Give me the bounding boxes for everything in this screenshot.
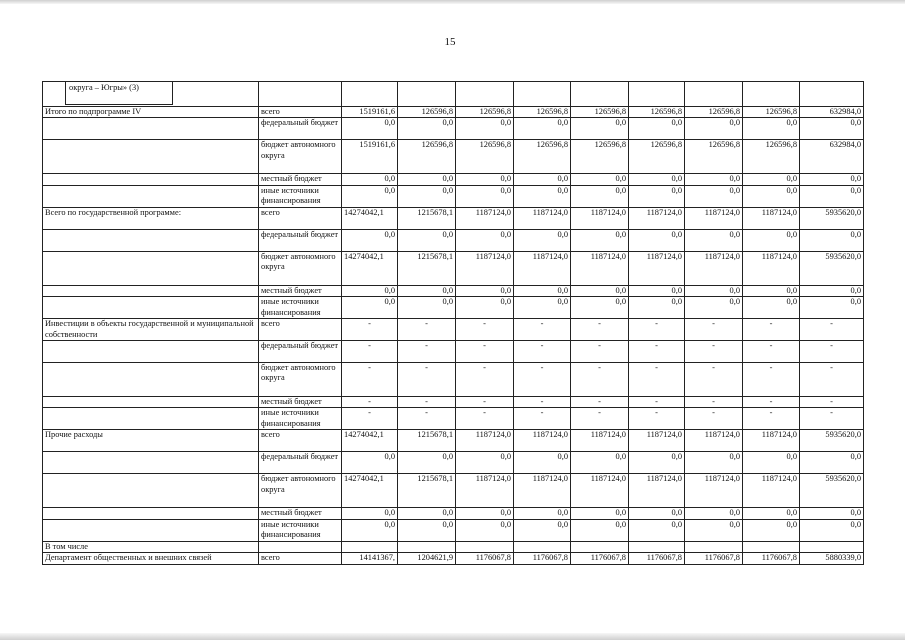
value-cell (743, 541, 800, 552)
row-label (43, 251, 259, 285)
value-cell: 0,0 (800, 519, 864, 541)
value-cell: 0,0 (398, 118, 456, 140)
value-cell: - (456, 341, 514, 363)
value-cell: 0,0 (398, 285, 456, 296)
value-cell: 0,0 (342, 297, 398, 319)
value-cell: 0,0 (800, 508, 864, 519)
value-cell: 0,0 (514, 185, 571, 207)
value-cell: 0,0 (456, 118, 514, 140)
value-cell: - (342, 408, 398, 430)
value-cell: 126596,8 (456, 107, 514, 118)
table-row (43, 297, 864, 319)
value-cell: - (685, 319, 743, 341)
value-cell: 1187124,0 (629, 251, 685, 285)
value-cell: 5935620,0 (800, 251, 864, 285)
value-cell: - (629, 341, 685, 363)
value-cell: 1176067,8 (514, 553, 571, 564)
value-cell: 1187124,0 (685, 251, 743, 285)
value-cell: 0,0 (743, 519, 800, 541)
value-cell: 0,0 (571, 452, 629, 474)
funding-source: местный бюджет (259, 397, 342, 408)
value-cell: - (571, 397, 629, 408)
value-cell: - (342, 397, 398, 408)
value-cell: - (514, 341, 571, 363)
value-cell: 1187124,0 (743, 207, 800, 229)
value-cell: 0,0 (398, 519, 456, 541)
value-cell: 0,0 (342, 452, 398, 474)
value-cell: 0,0 (685, 174, 743, 185)
row-label: Департамент общественных и внешних связей (43, 553, 259, 564)
value-cell: 0,0 (571, 297, 629, 319)
value-cell: 632984,0 (800, 140, 864, 174)
value-cell: 1215678,1 (398, 474, 456, 508)
table-row (43, 82, 864, 107)
value-cell: - (342, 319, 398, 341)
value-cell: 1187124,0 (629, 474, 685, 508)
value-cell: 1187124,0 (629, 207, 685, 229)
value-cell: 0,0 (514, 297, 571, 319)
value-cell: 0,0 (685, 285, 743, 296)
value-cell: - (743, 341, 800, 363)
value-cell (629, 82, 685, 107)
value-cell: - (342, 341, 398, 363)
value-cell: 0,0 (685, 185, 743, 207)
funding-source: бюджет автономного округа (259, 474, 342, 508)
value-cell (342, 541, 398, 552)
value-cell: 0,0 (514, 508, 571, 519)
value-cell: - (685, 397, 743, 408)
value-cell: 14274042,1 (342, 430, 398, 452)
value-cell: 0,0 (800, 285, 864, 296)
value-cell: 0,0 (800, 118, 864, 140)
value-cell: 1187124,0 (629, 430, 685, 452)
value-cell: 0,0 (571, 285, 629, 296)
row-label (43, 174, 259, 185)
value-cell: 0,0 (456, 229, 514, 251)
funding-source: федеральный бюджет (259, 452, 342, 474)
funding-source: иные источники финансирования (259, 408, 342, 430)
funding-source: иные источники финансирования (259, 185, 342, 207)
value-cell: 0,0 (398, 508, 456, 519)
value-cell: 0,0 (342, 285, 398, 296)
value-cell: 1176067,8 (456, 553, 514, 564)
value-cell: 0,0 (629, 452, 685, 474)
value-cell: 0,0 (456, 297, 514, 319)
value-cell: 1187124,0 (685, 430, 743, 452)
value-cell: 0,0 (571, 519, 629, 541)
value-cell: - (398, 408, 456, 430)
value-cell (398, 541, 456, 552)
value-cell: - (456, 363, 514, 397)
value-cell: 0,0 (342, 185, 398, 207)
value-cell: 0,0 (456, 508, 514, 519)
value-cell: 14141367, (342, 553, 398, 564)
value-cell: - (571, 408, 629, 430)
funding-source: всего (259, 319, 342, 341)
value-cell: - (800, 408, 864, 430)
value-cell: - (571, 341, 629, 363)
value-cell: 14274042,1 (342, 251, 398, 285)
value-cell: - (514, 363, 571, 397)
value-cell (398, 82, 456, 107)
value-cell (685, 82, 743, 107)
table-row (43, 541, 864, 552)
value-cell: 0,0 (685, 519, 743, 541)
row-label (43, 297, 259, 319)
funding-source: бюджет автономного округа (259, 251, 342, 285)
value-cell: - (743, 363, 800, 397)
value-cell: - (398, 397, 456, 408)
table-row (43, 430, 864, 452)
value-cell (800, 82, 864, 107)
value-cell: 0,0 (685, 297, 743, 319)
value-cell: - (456, 397, 514, 408)
value-cell: 0,0 (514, 118, 571, 140)
value-cell: 126596,8 (685, 140, 743, 174)
value-cell (456, 541, 514, 552)
value-cell: 1187124,0 (571, 251, 629, 285)
table-row (43, 508, 864, 519)
value-cell (685, 541, 743, 552)
table-row (43, 229, 864, 251)
value-cell: 126596,8 (571, 107, 629, 118)
value-cell: - (456, 408, 514, 430)
value-cell: 0,0 (629, 508, 685, 519)
row-label (43, 185, 259, 207)
value-cell: 0,0 (456, 174, 514, 185)
value-cell: 632984,0 (800, 107, 864, 118)
value-cell: 126596,8 (398, 107, 456, 118)
row-label (43, 118, 259, 140)
scan-edge-bottom (0, 633, 905, 640)
value-cell: 1519161,6 (342, 140, 398, 174)
value-cell: 126596,8 (514, 107, 571, 118)
row-label: В том числе (43, 541, 259, 552)
value-cell: 1187124,0 (456, 474, 514, 508)
table-row (43, 341, 864, 363)
value-cell: 0,0 (629, 174, 685, 185)
table-row (43, 107, 864, 118)
value-cell: - (571, 363, 629, 397)
value-cell: 0,0 (514, 519, 571, 541)
value-cell: - (743, 319, 800, 341)
funding-source: всего (259, 430, 342, 452)
budget-table (42, 81, 864, 565)
value-cell: 0,0 (743, 452, 800, 474)
value-cell: - (514, 408, 571, 430)
value-cell: 0,0 (398, 297, 456, 319)
value-cell: 0,0 (398, 452, 456, 474)
row-label (43, 519, 259, 541)
funding-source: бюджет автономного округа (259, 140, 342, 174)
value-cell: 0,0 (342, 229, 398, 251)
row-label (43, 408, 259, 430)
value-cell: - (800, 341, 864, 363)
value-cell: 1215678,1 (398, 207, 456, 229)
row-label (43, 82, 259, 107)
table-row (43, 363, 864, 397)
value-cell: 5935620,0 (800, 430, 864, 452)
value-cell: 5880339,0 (800, 553, 864, 564)
value-cell (342, 82, 398, 107)
value-cell: 0,0 (514, 229, 571, 251)
value-cell: 1176067,8 (571, 553, 629, 564)
value-cell: 0,0 (342, 508, 398, 519)
value-cell: - (514, 319, 571, 341)
funding-source: федеральный бюджет (259, 229, 342, 251)
value-cell: 0,0 (743, 174, 800, 185)
value-cell: 0,0 (685, 508, 743, 519)
value-cell: 126596,8 (398, 140, 456, 174)
value-cell: - (685, 408, 743, 430)
table-row (43, 474, 864, 508)
row-label (43, 140, 259, 174)
table-row (43, 397, 864, 408)
funding-source: всего (259, 107, 342, 118)
value-cell: - (571, 319, 629, 341)
funding-source: местный бюджет (259, 285, 342, 296)
value-cell: 1187124,0 (514, 251, 571, 285)
value-cell (456, 82, 514, 107)
value-cell: 0,0 (456, 185, 514, 207)
value-cell: 1187124,0 (743, 251, 800, 285)
value-cell: 1176067,8 (629, 553, 685, 564)
value-cell (571, 541, 629, 552)
table-row (43, 319, 864, 341)
value-cell: 0,0 (514, 285, 571, 296)
row-label: Всего по государственной программе: (43, 207, 259, 229)
value-cell (743, 82, 800, 107)
value-cell: - (398, 363, 456, 397)
row-label: Итого по подпрограмме IV (43, 107, 259, 118)
value-cell: 0,0 (743, 185, 800, 207)
funding-source: иные источники финансирования (259, 519, 342, 541)
value-cell: 0,0 (685, 229, 743, 251)
value-cell: - (629, 397, 685, 408)
value-cell: 0,0 (743, 118, 800, 140)
value-cell: 126596,8 (743, 107, 800, 118)
value-cell: 0,0 (571, 118, 629, 140)
value-cell: 14274042,1 (342, 207, 398, 229)
row-label (43, 229, 259, 251)
value-cell: - (342, 363, 398, 397)
value-cell: 0,0 (398, 174, 456, 185)
value-cell: 0,0 (398, 185, 456, 207)
value-cell: 1187124,0 (743, 430, 800, 452)
value-cell: 0,0 (629, 185, 685, 207)
funding-source: местный бюджет (259, 508, 342, 519)
value-cell: 126596,8 (571, 140, 629, 174)
value-cell: 0,0 (629, 229, 685, 251)
value-cell: 1187124,0 (456, 251, 514, 285)
scan-edge-top (0, 0, 905, 4)
value-cell: 0,0 (514, 452, 571, 474)
value-cell: 1187124,0 (571, 207, 629, 229)
row-label (43, 341, 259, 363)
value-cell: 0,0 (571, 174, 629, 185)
value-cell: 0,0 (629, 118, 685, 140)
value-cell: - (743, 397, 800, 408)
value-cell: 1187124,0 (685, 474, 743, 508)
value-cell: 0,0 (800, 452, 864, 474)
value-cell: 0,0 (514, 174, 571, 185)
value-cell: 126596,8 (629, 140, 685, 174)
page-number: 15 (444, 36, 456, 48)
row-label: Инвестиции в объекты государственной и муниципальной собственности (43, 319, 259, 341)
row-label (43, 452, 259, 474)
value-cell (571, 82, 629, 107)
table-row (43, 207, 864, 229)
value-cell: 0,0 (629, 519, 685, 541)
value-cell: 0,0 (456, 285, 514, 296)
value-cell: 1187124,0 (571, 474, 629, 508)
value-cell: 0,0 (743, 297, 800, 319)
row-label: Прочие расходы (43, 430, 259, 452)
table-row (43, 174, 864, 185)
value-cell: 0,0 (571, 508, 629, 519)
value-cell: 0,0 (629, 297, 685, 319)
value-cell: - (685, 341, 743, 363)
value-cell: - (629, 319, 685, 341)
value-cell (629, 541, 685, 552)
value-cell: 1187124,0 (685, 207, 743, 229)
funding-source: всего (259, 553, 342, 564)
value-cell: 0,0 (571, 229, 629, 251)
value-cell: 0,0 (800, 297, 864, 319)
value-cell: 126596,8 (514, 140, 571, 174)
value-cell: 0,0 (629, 285, 685, 296)
value-cell: 126596,8 (743, 140, 800, 174)
value-cell: 5935620,0 (800, 207, 864, 229)
value-cell (514, 82, 571, 107)
table-row (43, 285, 864, 296)
value-cell: - (629, 363, 685, 397)
funding-source: федеральный бюджет (259, 118, 342, 140)
row-label (43, 397, 259, 408)
value-cell: 0,0 (685, 118, 743, 140)
value-cell: 1519161,6 (342, 107, 398, 118)
value-cell: 1176067,8 (685, 553, 743, 564)
value-cell: - (398, 341, 456, 363)
funding-source: иные источники финансирования (259, 297, 342, 319)
value-cell: 0,0 (800, 185, 864, 207)
value-cell: - (800, 319, 864, 341)
funding-source (259, 541, 342, 552)
table-row (43, 553, 864, 564)
value-cell: 1204621,9 (398, 553, 456, 564)
value-cell: 0,0 (456, 519, 514, 541)
value-cell: 0,0 (398, 229, 456, 251)
value-cell: 1176067,8 (743, 553, 800, 564)
funding-source: всего (259, 207, 342, 229)
value-cell: 126596,8 (629, 107, 685, 118)
value-cell: - (800, 363, 864, 397)
value-cell: 1187124,0 (514, 474, 571, 508)
value-cell: - (743, 408, 800, 430)
table-row (43, 118, 864, 140)
value-cell: 0,0 (743, 229, 800, 251)
value-cell: 0,0 (743, 508, 800, 519)
value-cell: 1187124,0 (456, 207, 514, 229)
table-row (43, 185, 864, 207)
value-cell: 126596,8 (685, 107, 743, 118)
continued-label: округа – Югры» (3) (65, 82, 173, 106)
value-cell: - (629, 408, 685, 430)
funding-source: федеральный бюджет (259, 341, 342, 363)
value-cell: 1187124,0 (743, 474, 800, 508)
table-row (43, 140, 864, 174)
value-cell: - (514, 397, 571, 408)
row-label (43, 474, 259, 508)
value-cell: - (456, 319, 514, 341)
table-row (43, 408, 864, 430)
table-row (43, 452, 864, 474)
value-cell: 0,0 (342, 174, 398, 185)
value-cell: 1187124,0 (514, 430, 571, 452)
row-label (43, 285, 259, 296)
table-row (43, 519, 864, 541)
value-cell: 0,0 (342, 519, 398, 541)
value-cell: 14274042,1 (342, 474, 398, 508)
value-cell: 0,0 (800, 174, 864, 185)
value-cell: 1187124,0 (571, 430, 629, 452)
value-cell: 126596,8 (456, 140, 514, 174)
value-cell: - (398, 319, 456, 341)
funding-source: бюджет автономного округа (259, 363, 342, 397)
value-cell (514, 541, 571, 552)
value-cell: 0,0 (800, 229, 864, 251)
funding-source: местный бюджет (259, 174, 342, 185)
funding-source (259, 82, 342, 107)
row-label (43, 508, 259, 519)
value-cell (800, 541, 864, 552)
value-cell: 0,0 (571, 185, 629, 207)
table-body (43, 82, 864, 565)
value-cell: 5935620,0 (800, 474, 864, 508)
value-cell: 0,0 (743, 285, 800, 296)
value-cell: 1187124,0 (456, 430, 514, 452)
value-cell: - (800, 397, 864, 408)
value-cell: 0,0 (456, 452, 514, 474)
value-cell: 1215678,1 (398, 251, 456, 285)
value-cell: 1187124,0 (514, 207, 571, 229)
table-row (43, 251, 864, 285)
value-cell: 0,0 (685, 452, 743, 474)
value-cell: - (685, 363, 743, 397)
value-cell: 1215678,1 (398, 430, 456, 452)
value-cell: 0,0 (342, 118, 398, 140)
row-label (43, 363, 259, 397)
